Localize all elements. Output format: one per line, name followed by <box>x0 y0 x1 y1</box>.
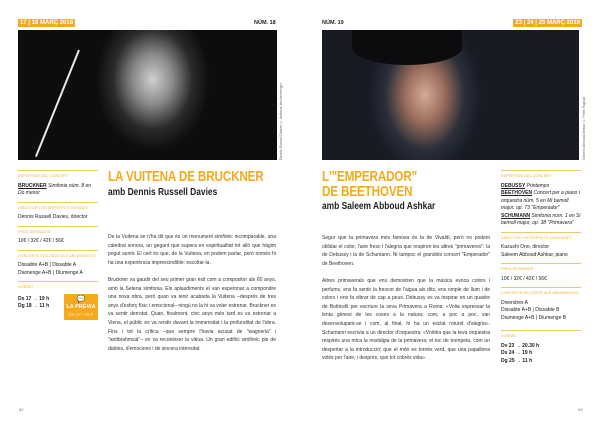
subscription: Dissabte A+B | Dissabte A <box>18 262 77 268</box>
composer: DEBUSSY <box>501 182 526 189</box>
conductor-photo <box>18 30 277 160</box>
baton <box>35 50 80 157</box>
subscription: Dissabte A+B | Dissabte B <box>501 307 560 313</box>
article-subtitle: amb Dennis Russell Davies <box>108 186 218 198</box>
label-performers: DIRECTOR I INTÈRPRETS CONVIDATS <box>501 232 581 243</box>
article-body <box>322 234 490 372</box>
label-schedule: HORARI <box>501 330 581 341</box>
work: Printemps <box>525 182 550 189</box>
pre-talk-badge <box>64 294 98 320</box>
concert-date-badge: 17 | 18 MARÇ 2018 <box>20 20 74 26</box>
photo-credit: Saleem Abboud Ashkar © Peter Rigaud <box>582 97 586 160</box>
schedule-item: Dv 23 → 20.30 h <box>501 342 540 349</box>
concert-info-sidebar <box>501 166 581 367</box>
label-repertoire: REPERTORI DEL CONCERT <box>18 170 98 181</box>
paragraph: Bruckner va gaudir del seu primer gran èxit com a compositor als 60 anys, amb la Setena simfonia. Els aplaudiments el van esperonar a compondre una nova obra, però quan va tenir acabada la Vuitena –després de tres anys d'esforç físic i emocional– ningú no la hi va voler estrenar. Bruckner es va sentir derrotat. Quan, finalment, cinc anys més tard es va estrenar a Viena, el públic es va rendir davant la immensitat i la profunditat de l'obra. Fins i tot la crítica –que sempre l'havia acusat de "wagnerià" i "antibrahmsià"– en va reconèixer la vàlua. Un gran edifici simfònic ple de dubtes, d'emocions i de sincera intensitat. <box>108 276 276 352</box>
article-subtitle: amb Saleem Abboud Ashkar <box>322 200 436 212</box>
prices: 10€ / 32€ / 42€ / 56€ <box>501 275 547 282</box>
page-number: 63 <box>578 407 583 412</box>
article-heading <box>322 169 464 212</box>
badge-title: LA PRÈVIA <box>66 303 96 310</box>
composer: BEETHOVEN <box>501 190 533 196</box>
hair <box>352 30 462 65</box>
label-prices: PREU ENTRADES <box>501 263 581 274</box>
schedule-item: Ds 17 → 19 h <box>18 295 50 302</box>
page-number: 62 <box>19 407 24 412</box>
chat-bubbles-icon: 💬 <box>76 295 86 303</box>
paragraph: De la Vuitena se n'ha dit que és un monument simfònic incomparable, una catedral sonora, un gegant que supera en espiritualitat tot allò que hàgim pogut sentir. El cert és que, de la Vuitena, en podem parlar, però només hi ha una experiència imprescindible: escoltar-la. <box>108 234 276 266</box>
label-subscriptions: CONCERTS INCLOSOS ALS ABONAMENTS <box>501 287 581 298</box>
paragraph: Segur que la primavera més famosa és la de Vivaldi, però no podem oblidar el color, l'aire fresc i l'alegria que respiren les altres "primaveres": la de Debussy i la de Schumann. Ni tampoc el grandiós concert "Emperador" de Beethoven. <box>322 235 490 267</box>
article-title-line1: L'"EMPERADOR" <box>322 168 418 185</box>
performers: Dennis Russell Davies, director <box>18 214 88 220</box>
article-title: LA VUITENA DE BRUCKNER <box>108 168 264 185</box>
performer: Saleem Abboud Ashkar, piano <box>501 251 568 258</box>
work: Simfonia núm. 1 en Si bemoll major, op. 38 "Primavera" <box>501 212 581 226</box>
label-repertoire: REPERTORI DEL CONCERT <box>501 170 581 181</box>
subscription: Diumenge A+B | Diumenge A <box>18 269 83 276</box>
issue-number: NÚM. 18 <box>254 20 276 26</box>
work: Simfonia núm. 8 en Do menor <box>18 182 92 196</box>
concert-info-sidebar <box>18 166 98 320</box>
photo-credit: Dennis Russell Davies © Andreas Hechenberger <box>279 83 283 160</box>
subscription: Diumenge A+B | Diumenge B <box>501 314 567 321</box>
label-performers: DIRECTOR I INTÈRPRETS CONVIDATS <box>18 202 98 213</box>
prices: 10€ / 32€ / 42€ / 56€ <box>18 238 64 244</box>
performer: Kazushi Ono, director <box>501 244 550 250</box>
composer: BRUCKNER <box>18 182 47 189</box>
badge-time: DS 17 / 18 h <box>68 312 94 317</box>
issue-number: NÚM. 19 <box>322 20 344 26</box>
article-heading <box>108 169 308 198</box>
composer: SCHUMANN <box>501 212 531 219</box>
article-title-line2: DE BEETHOVEN <box>322 183 413 200</box>
concert-date-badge: 23 | 24 | 25 MARÇ 2018 <box>515 20 580 26</box>
schedule-item: Ds 24 → 19 h <box>501 350 533 356</box>
paragraph: Altres primaverals que ens demostren que la música evoca colors i perfums, ens fa sentir la frescor de l'aigua als dits, ens omple de llum i de colors i ens fa vibrar de cap a peus. Debussy es va inspirar en un quadre de Botticelli per escriure la seva Primavera a Roma: «Volia expressar la lenta gènesi de les coses a la natura; com, a poc a poc, van desenvolupant-se i com, al final, hi ha un esclat rotund d'alegria». Schumann escrivia a un director d'orquestra: «Voldria que la teva orquestra respirés una mica la nostàlgia de la primavera; el toc de trompeta, com un despertar a la introducció; que el món es tornés verd, que una papallona volés per l'aire; i després, que tot cobrés vida». <box>322 277 490 362</box>
schedule-item: Dg 25 → 11 h <box>501 357 533 364</box>
schedule-item: Dg 18 → 11 h <box>18 303 50 309</box>
subscription: Divendres A <box>501 299 528 306</box>
label-subscriptions: CONCERTS INCLOSOS ALS ABONAMENTS <box>18 250 98 261</box>
article-body <box>108 233 276 362</box>
label-prices: PREU ENTRADES <box>18 226 98 237</box>
label-schedule: HORARI <box>18 281 98 292</box>
pianist-photo <box>322 30 579 160</box>
work: Concert per a piano i orquestra núm. 5 en Mi bemoll major, op. 73 "Emperador" <box>501 190 580 211</box>
